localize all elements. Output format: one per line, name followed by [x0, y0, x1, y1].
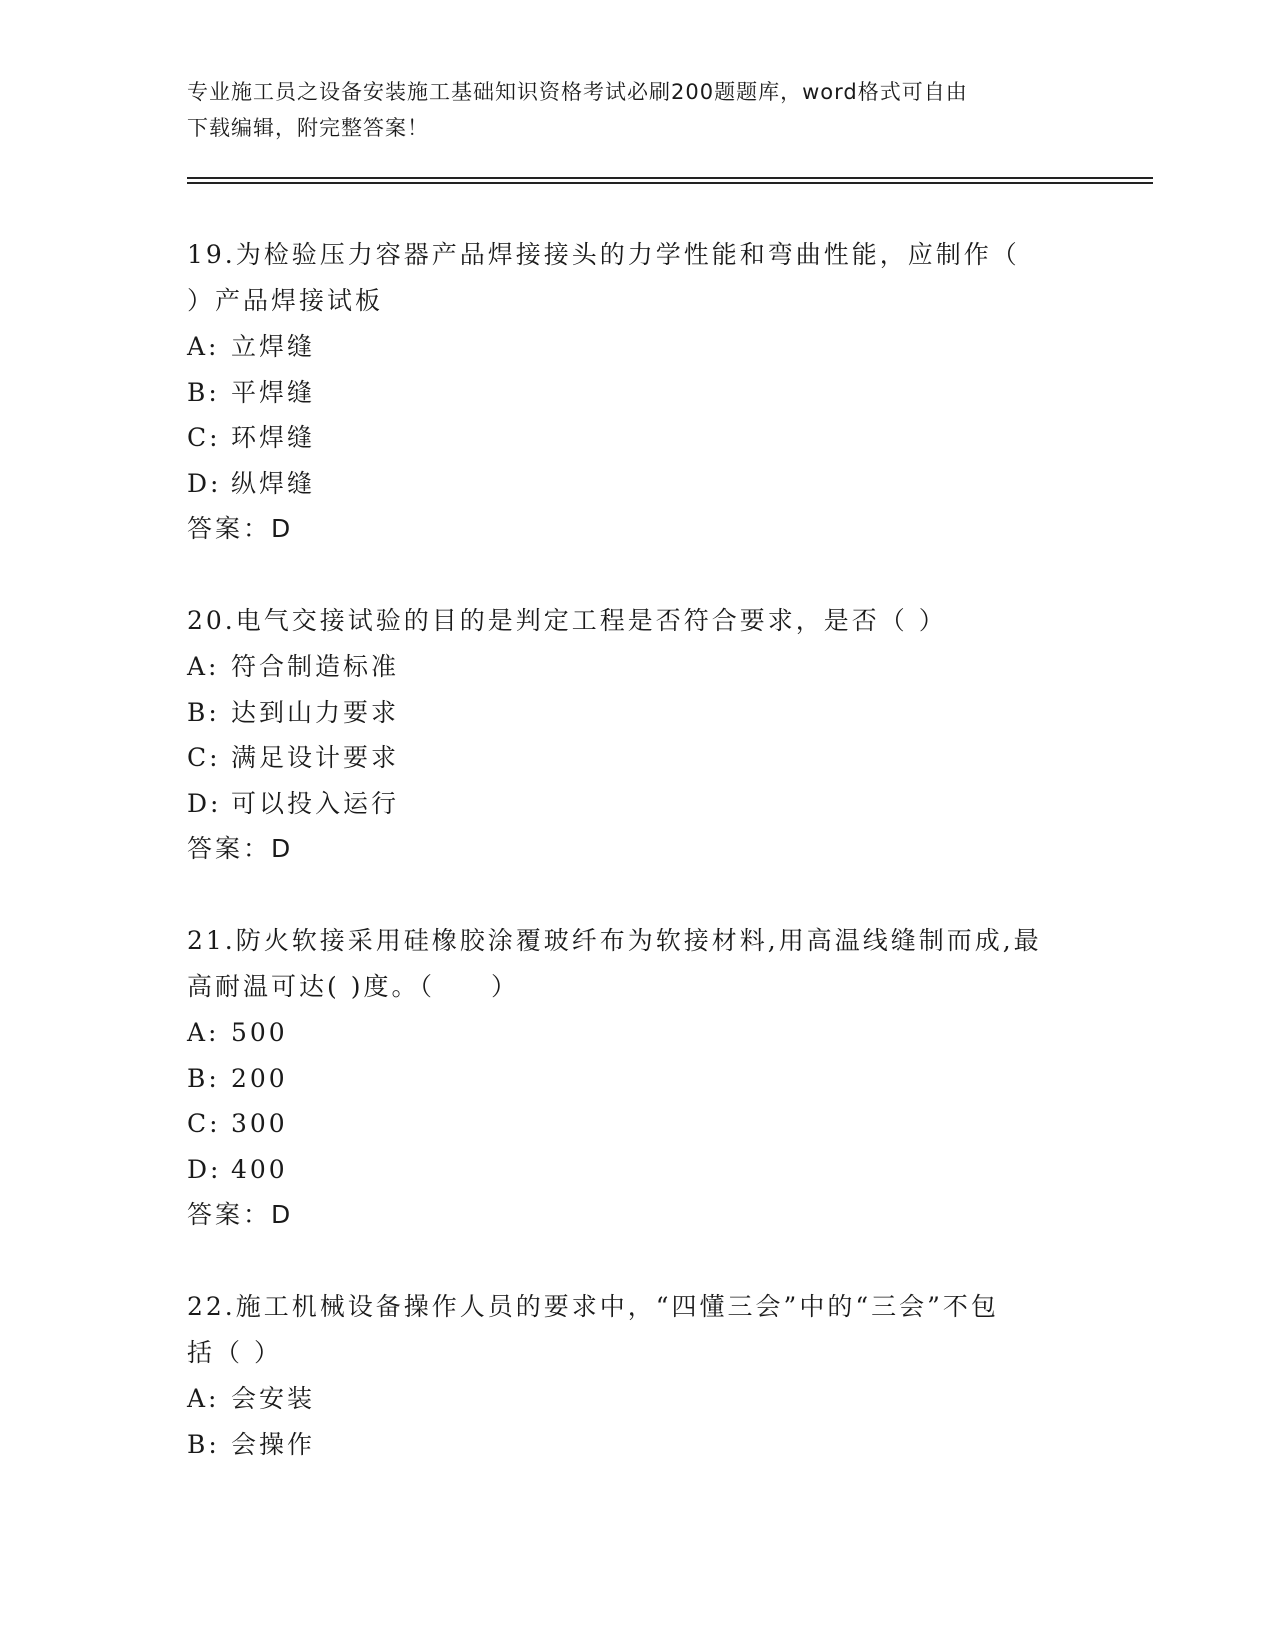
- answer-label: 答案：: [187, 1200, 272, 1229]
- option-letter: A:: [187, 332, 220, 361]
- option-a: [187, 644, 1087, 690]
- option-text: 满足设计要求: [231, 743, 400, 772]
- option-letter: B:: [187, 1063, 220, 1093]
- option-b: [187, 1056, 1087, 1102]
- option-text: 可以投入运行: [231, 788, 400, 818]
- option-letter: B:: [187, 1429, 220, 1459]
- option-letter: A:: [187, 1384, 220, 1413]
- document-header: [187, 74, 1087, 146]
- option-letter: C:: [187, 423, 221, 452]
- answer-label: 答案：: [187, 834, 272, 863]
- option-text: 会安装: [231, 1384, 316, 1413]
- header-line-1: 专业施工员之设备安装施工基础知识资格考试必刷200题题库，word格式可自由: [187, 80, 968, 104]
- option-text: 立焊缝: [231, 332, 316, 361]
- question-21: [187, 918, 1087, 1238]
- option-letter: C:: [187, 1109, 221, 1138]
- option-c: [187, 735, 1087, 781]
- option-d: [187, 461, 1087, 507]
- option-text: 会操作: [231, 1429, 316, 1459]
- question-stem-line: 高耐温可达( )度。（ ）: [187, 972, 519, 1001]
- option-letter: A:: [187, 652, 220, 681]
- option-text: 300: [231, 1109, 288, 1138]
- question-20: [187, 598, 1087, 872]
- option-a: [187, 1376, 1087, 1422]
- answer-label: 答案：: [187, 514, 272, 543]
- option-b: [187, 690, 1087, 736]
- option-text: 纵焊缝: [231, 468, 316, 498]
- answer-line: [187, 1192, 1087, 1238]
- option-letter: A:: [187, 1018, 220, 1047]
- option-text: 400: [231, 1154, 288, 1184]
- option-b: [187, 370, 1087, 416]
- option-text: 平焊缝: [231, 377, 316, 407]
- answer-line: [187, 826, 1087, 872]
- option-c: [187, 415, 1087, 461]
- question-19: [187, 232, 1087, 552]
- header-divider-bottom: [187, 182, 1153, 184]
- option-letter: D:: [187, 788, 222, 818]
- option-c: [187, 1101, 1087, 1147]
- header-line-2: 下载编辑，附完整答案！: [187, 116, 429, 140]
- question-list: [187, 232, 1087, 1513]
- option-a: [187, 324, 1087, 370]
- question-22: [187, 1284, 1087, 1467]
- question-stem-line: 21.防火软接采用硅橡胶涂覆玻纤布为软接材料,用高温线缝制而成,最: [187, 926, 1042, 955]
- option-letter: C:: [187, 743, 221, 772]
- answer-value: D: [271, 1200, 292, 1229]
- answer-value: D: [271, 514, 292, 543]
- question-stem-line: 19.为检验压力容器产品焊接接头的力学性能和弯曲性能，应制作（: [187, 240, 1020, 269]
- option-letter: D:: [187, 1154, 222, 1184]
- option-d: [187, 1147, 1087, 1193]
- answer-value: D: [271, 834, 292, 863]
- option-text: 符合制造标准: [231, 652, 400, 681]
- question-stem-line: ）产品焊接试板: [187, 286, 384, 315]
- option-text: 达到山力要求: [231, 697, 400, 727]
- option-text: 环焊缝: [231, 423, 316, 452]
- option-letter: B:: [187, 697, 220, 727]
- option-text: 200: [231, 1063, 288, 1093]
- option-d: [187, 781, 1087, 827]
- header-divider-top: [187, 177, 1153, 179]
- question-stem-line: 括（ ）: [187, 1338, 282, 1367]
- option-b: [187, 1422, 1087, 1468]
- option-text: 500: [231, 1018, 288, 1047]
- question-stem-line: 20.电气交接试验的目的是判定工程是否符合要求，是否（ ）: [187, 606, 947, 635]
- option-letter: D:: [187, 468, 222, 498]
- answer-line: [187, 506, 1087, 552]
- option-letter: B:: [187, 377, 220, 407]
- question-stem-line: 22.施工机械设备操作人员的要求中，“四懂三会”中的“三会”不包: [187, 1292, 999, 1321]
- option-a: [187, 1010, 1087, 1056]
